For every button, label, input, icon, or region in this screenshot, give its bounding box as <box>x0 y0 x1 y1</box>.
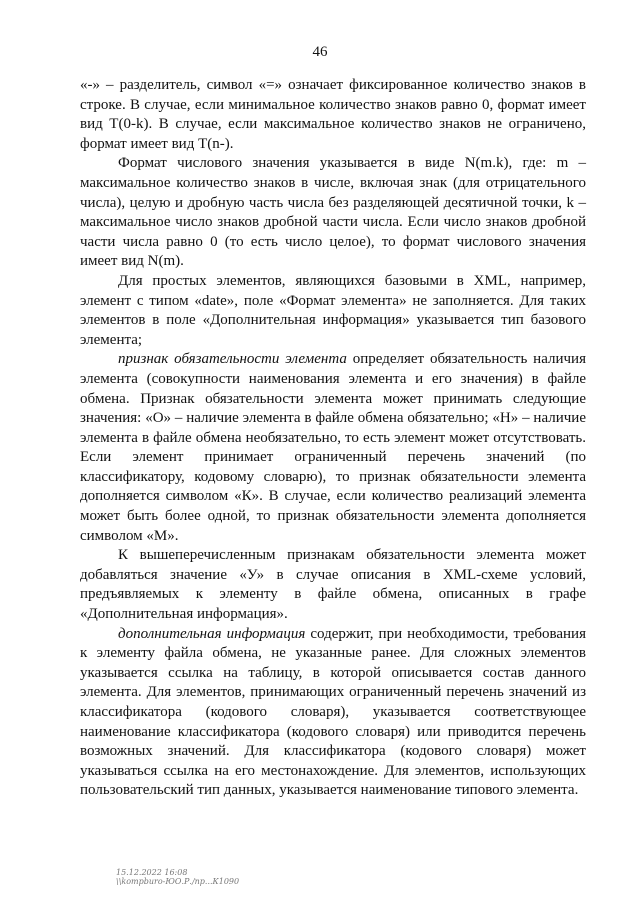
paragraph-text: Для простых элементов, являющихся базовыми в XML, например, элемент с типом «date», поле «Формат элемента» не заполняется. Для таких элементов в поле «Дополнительная информация» указывается тип базового элемента; <box>80 272 586 348</box>
print-stamp <box>116 868 239 886</box>
paragraph-format-separator <box>80 76 586 154</box>
document-body <box>80 76 586 801</box>
paragraph-mandatory-flag <box>80 350 586 546</box>
paragraph-base-elements <box>80 272 586 350</box>
term-mandatory-flag: признак обязательности элемента <box>118 351 347 368</box>
paragraph-additional-info <box>80 625 586 801</box>
paragraph-conditional-flag <box>80 546 586 624</box>
term-additional-info: дополнительная информация <box>118 625 306 642</box>
paragraph-text: К вышеперечисленным признакам обязательности элемента может добавляться значение «У» в случае описания в XML-схеме условий, предъявляемых к элементу в файле обмена, описанных в графе «Дополнительная информация». <box>80 547 586 623</box>
print-stamp-date: 15.12.2022 16:08 <box>116 868 188 877</box>
paragraph-text: Формат числового значения указывается в виде N(m.k), где: m – максимальное количество знаков в числе, включая знак (для отрицательного числа), целую и дробную часть числа без разделяющей десятичной точки, k – максимальное число знаков дробной части числа. Если число знаков дробной части числа равно 0 (то есть число целое), то формат числового значения имеет вид N(m). <box>80 155 586 270</box>
page-number: 46 <box>312 44 328 60</box>
paragraph-text: «-» – разделитель, символ «=» означает фиксированное количество знаков в строке. В случае, если минимальное количество знаков равно 0, формат имеет вид T(0-k). В случае, если максимальное количество знаков не ограничено, формат имеет вид T(n-). <box>80 77 586 152</box>
paragraph-numeric-format <box>80 154 586 272</box>
print-stamp-path: \\kompburo-ЮО.Р./пр...К1090 <box>116 877 240 886</box>
paragraph-text: определяет обязательность наличия элемента (совокупности наименования элемента и его значения) в файле обмена. Признак обязательности элемента может принимать следующие значения: «О» – наличие элемента в файле обмена обязательно; «Н» – наличие элемента в файле обмена необязательно, то есть элемент может отсутствовать. Если элемент принимает ограниченный перечень значений (по классификатору, кодовому словарю), то признак обязательности элемента дополняется символом «К». В случае, если количество реализаций элемента может быть более одной, то признак обязательности элемента дополняется символом «М». <box>80 351 586 544</box>
paragraph-text: содержит, при необходимости, требования к элементу файла обмена, не указанные ранее. Для сложных элементов указывается ссылка на таблицу, в которой описывается состав данного элемента. Для элементов, принимающих ограниченный перечень значений из классификатора (кодового словаря), указывается соответствующее наименование классификатора (кодового словаря) или приводится перечень возможных значений. Для классификатора (кодового словаря) может указываться ссылка на его местонахождение. Для элементов, использующих пользовательский тип данных, указывается наименование типового элемента. <box>80 625 586 799</box>
